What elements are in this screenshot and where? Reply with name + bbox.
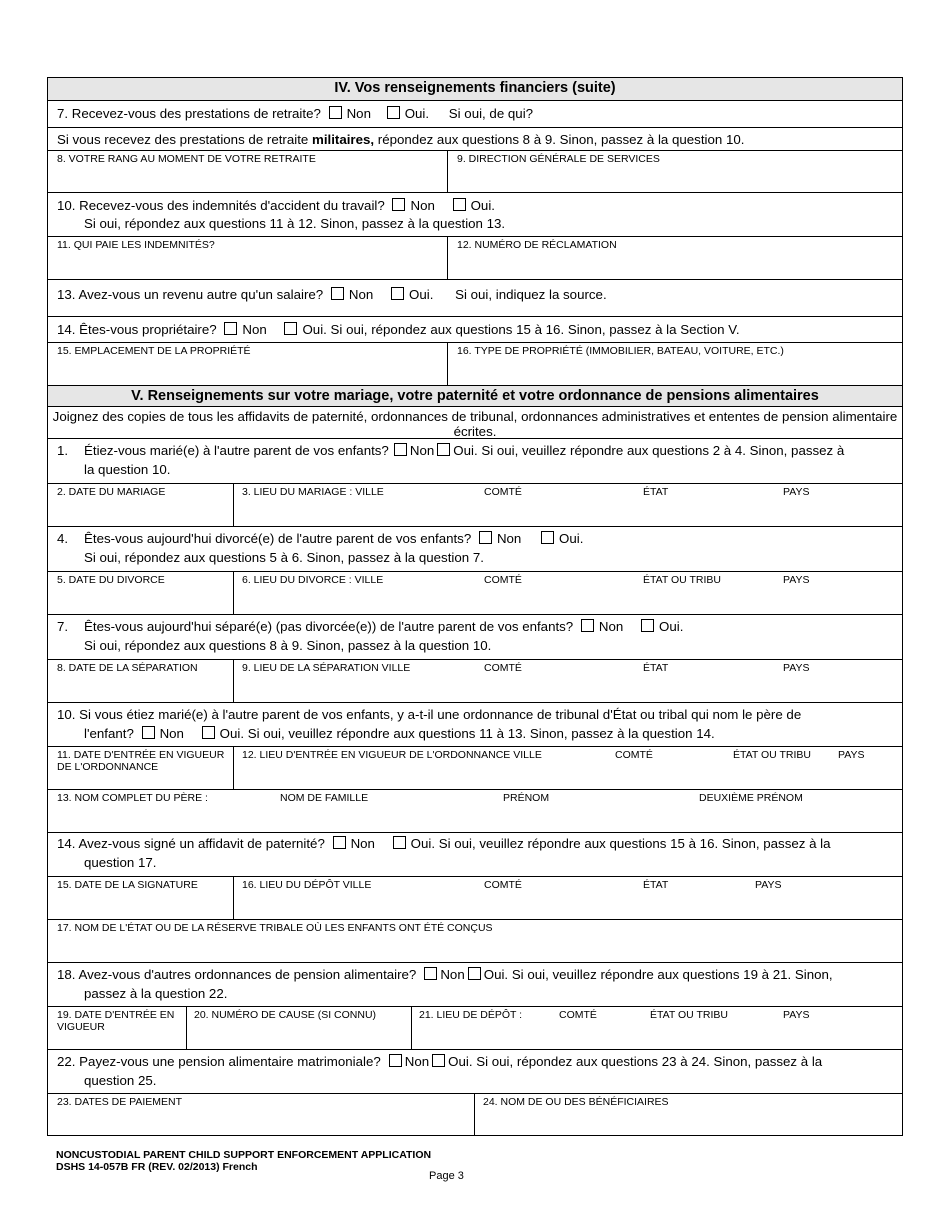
q10-oui-checkbox[interactable] xyxy=(453,198,466,211)
fields-15-16 xyxy=(48,343,902,386)
field-9-service-direction[interactable]: 9. DIRECTION GÉNÉRALE DE SERVICES xyxy=(457,153,660,165)
section-v-title: V. Renseignements sur votre mariage, votre paternité et votre ordonnance de pensions alimentaires xyxy=(131,388,819,404)
field-13-label[interactable]: 13. NOM COMPLET DU PÈRE : xyxy=(57,792,208,804)
q4-oui-checkbox[interactable] xyxy=(541,531,554,544)
question-18-other-orders: 18. Avez-vous d'autres ordonnances de pension alimentaire? Non Oui. Si oui, veuillez répondre aux questions 19 à 21. Sinon, passez à la question 22. xyxy=(48,963,902,1007)
field-6-state-tribe[interactable]: ÉTAT OU TRIBU xyxy=(643,574,721,586)
section-v-intro: Joignez des copies de tous les affidavits de paternité, ordonnances de tribunal, ordonnances administratives et ententes de pension alimentaire écrites. xyxy=(48,407,902,439)
q14-non-checkbox[interactable] xyxy=(224,322,237,335)
form-page xyxy=(47,77,903,1136)
field-16-state[interactable]: ÉTAT xyxy=(643,879,669,891)
q18-non-checkbox[interactable] xyxy=(424,967,437,980)
field-3-state[interactable]: ÉTAT xyxy=(643,486,669,498)
q7-sep-non-checkbox[interactable] xyxy=(581,619,594,632)
section-v-header xyxy=(48,386,902,407)
q13-non-checkbox[interactable] xyxy=(331,287,344,300)
field-12-state-tribe[interactable]: ÉTAT OU TRIBU xyxy=(733,749,811,761)
field-17-label[interactable]: 17. NOM DE L'ÉTAT OU DE LA RÉSERVE TRIBALE OÙ LES ENFANTS ONT ÉTÉ CONÇUS xyxy=(57,922,493,934)
q10-order-non-checkbox[interactable] xyxy=(142,726,155,739)
question-14-affidavit: 14. Avez-vous signé un affidavit de paternité? Non Oui. Si oui, veuillez répondre aux questions 15 à 16. Sinon, passez à la question 17. xyxy=(48,833,902,877)
field-5-divorce-date[interactable]: 5. DATE DU DIVORCE xyxy=(57,574,165,586)
field-8-rank[interactable]: 8. VOTRE RANG AU MOMENT DE VOTRE RETRAITE xyxy=(57,153,316,165)
q13-oui-checkbox[interactable] xyxy=(391,287,404,300)
field-13-middle-name[interactable]: DEUXIÈME PRÉNOM xyxy=(699,792,803,804)
fields-23-24 xyxy=(48,1094,902,1135)
field-15-signature-date[interactable]: 15. DATE DE LA SIGNATURE xyxy=(57,879,198,891)
field-13-father-name xyxy=(48,790,902,833)
q14-oui-checkbox[interactable] xyxy=(284,322,297,335)
field-13-first-name[interactable]: PRÉNOM xyxy=(503,792,550,804)
field-17-conception-state xyxy=(48,920,902,963)
field-16-county[interactable]: COMTÉ xyxy=(484,879,522,891)
fields-8-9-separation xyxy=(48,660,902,703)
field-9-country[interactable]: PAYS xyxy=(783,662,810,674)
field-2-marriage-date[interactable]: 2. DATE DU MARIAGE xyxy=(57,486,166,498)
q7-non-checkbox[interactable] xyxy=(329,106,342,119)
field-21-state-tribe[interactable]: ÉTAT OU TRIBU xyxy=(650,1009,728,1021)
field-6-divorce-city[interactable]: 6. LIEU DU DIVORCE : VILLE xyxy=(242,574,384,586)
question-10-work-accident: 10. Recevez-vous des indemnités d'accident du travail? Non Oui. Si oui, répondez aux questions 11 à 12. Sinon, passez à la question 13. xyxy=(48,193,902,237)
section-iv-header xyxy=(48,78,902,101)
fields-5-6 xyxy=(48,572,902,615)
field-21-county[interactable]: COMTÉ xyxy=(559,1009,597,1021)
fields-11-12 xyxy=(48,237,902,280)
field-12-county[interactable]: COMTÉ xyxy=(615,749,653,761)
q10-non-checkbox[interactable] xyxy=(392,198,405,211)
military-instruction: Si vous recevez des prestations de retraite militaires, répondez aux questions 8 à 9. Sinon, passez à la question 10. xyxy=(48,128,902,151)
question-7-separated: 7. Êtes-vous aujourd'hui séparé(e) (pas divorcée(e)) de l'autre parent de vos enfants? Non Oui. Si oui, répondez aux questions 8 à 9. Sinon, passez à la question 10. xyxy=(48,615,902,660)
field-23-payment-dates[interactable]: 23. DATES DE PAIEMENT xyxy=(57,1096,183,1108)
question-10-court-order: 10. Si vous étiez marié(e) à l'autre parent de vos enfants, y a-t-il une ordonnance de tribunal d'État ou tribal qui nom le père de l'enfant? Non Oui. Si oui, veuillez répondre aux questions 11 à 13. Sinon, passez à la question 14. xyxy=(48,703,902,747)
field-21-country[interactable]: PAYS xyxy=(783,1009,810,1021)
field-13-last-name[interactable]: NOM DE FAMILLE xyxy=(280,792,369,804)
field-9-state[interactable]: ÉTAT xyxy=(643,662,669,674)
fields-8-9 xyxy=(48,151,902,193)
question-1-married: 1. Étiez-vous marié(e) à l'autre parent de vos enfants? Non Oui. Si oui, veuillez répondre aux questions 2 à 4. Sinon, passez à la question 10. xyxy=(48,439,902,484)
q10-order-oui-checkbox[interactable] xyxy=(202,726,215,739)
field-3-country[interactable]: PAYS xyxy=(783,486,810,498)
field-3-marriage-city[interactable]: 3. LIEU DU MARIAGE : VILLE xyxy=(242,486,384,498)
section-iv-title: IV. Vos renseignements financiers (suite) xyxy=(334,80,616,96)
footer-form-title: NONCUSTODIAL PARENT CHILD SUPPORT ENFORCEMENT APPLICATION xyxy=(56,1149,432,1161)
q14-affidavit-oui-checkbox[interactable] xyxy=(393,836,406,849)
fields-2-3 xyxy=(48,484,902,527)
field-19-effective-date[interactable]: 19. DATE D'ENTRÉE EN VIGUEUR xyxy=(57,1009,175,1033)
q4-non-checkbox[interactable] xyxy=(479,531,492,544)
field-8-separation-date[interactable]: 8. DATE DE LA SÉPARATION xyxy=(57,662,198,674)
field-16-filing-city[interactable]: 16. LIEU DU DÉPÔT VILLE xyxy=(242,879,372,891)
question-22-alimony: 22. Payez-vous une pension alimentaire matrimoniale? Non Oui. Si oui, répondez aux questions 23 à 24. Sinon, passez à la question 25. xyxy=(48,1050,902,1094)
question-13-other-income: 13. Avez-vous un revenu autre qu'un salaire? Non Oui. Si oui, indiquez la source. xyxy=(48,280,902,317)
q22-non-checkbox[interactable] xyxy=(389,1054,402,1067)
q1-non-checkbox[interactable] xyxy=(394,443,407,456)
field-11-who-pays[interactable]: 11. QUI PAIE LES INDEMNITÉS? xyxy=(57,239,215,251)
q22-oui-checkbox[interactable] xyxy=(432,1054,445,1067)
fields-15-16-signature xyxy=(48,877,902,920)
question-14-owner: 14. Êtes-vous propriétaire? Non Oui. Si oui, répondez aux questions 15 à 16. Sinon, passez à la Section V. xyxy=(48,317,902,343)
field-24-beneficiaries[interactable]: 24. NOM DE OU DES BÉNÉFICIAIRES xyxy=(483,1096,669,1108)
q18-oui-checkbox[interactable] xyxy=(468,967,481,980)
field-9-separation-city[interactable]: 9. LIEU DE LA SÉPARATION VILLE xyxy=(242,662,411,674)
q7-oui-checkbox[interactable] xyxy=(387,106,400,119)
question-7-retirement: 7. Recevez-vous des prestations de retraite? Non Oui. Si oui, de qui? xyxy=(48,101,902,128)
field-21-filing-place[interactable]: 21. LIEU DE DÉPÔT : xyxy=(419,1009,523,1021)
field-3-county[interactable]: COMTÉ xyxy=(484,486,522,498)
fields-11-12-order xyxy=(48,747,902,790)
page-number: Page 3 xyxy=(429,1170,464,1182)
q14-affidavit-non-checkbox[interactable] xyxy=(333,836,346,849)
fields-19-21 xyxy=(48,1007,902,1050)
field-16-country[interactable]: PAYS xyxy=(755,879,782,891)
field-12-claim-number[interactable]: 12. NUMÉRO DE RÉCLAMATION xyxy=(457,239,617,251)
field-6-country[interactable]: PAYS xyxy=(783,574,810,586)
field-9-county[interactable]: COMTÉ xyxy=(484,662,522,674)
field-11-order-date[interactable]: 11. DATE D'ENTRÉE EN VIGUEUR DE L'ORDONNANCE xyxy=(57,749,225,773)
footer-form-number: DSHS 14-057B FR (REV. 02/2013) French xyxy=(56,1161,258,1173)
field-6-county[interactable]: COMTÉ xyxy=(484,574,522,586)
field-12-country[interactable]: PAYS xyxy=(838,749,865,761)
field-12-order-city[interactable]: 12. LIEU D'ENTRÉE EN VIGUEUR DE L'ORDONNANCE VILLE xyxy=(242,749,542,761)
field-16-property-type[interactable]: 16. TYPE DE PROPRIÉTÉ (IMMOBILIER, BATEAU, VOITURE, ETC.) xyxy=(457,345,784,357)
question-4-divorced: 4. Êtes-vous aujourd'hui divorcé(e) de l'autre parent de vos enfants? Non Oui. Si oui, répondez aux questions 5 à 6. Sinon, passez à la question 7. xyxy=(48,527,902,572)
field-20-case-number[interactable]: 20. NUMÉRO DE CAUSE (SI CONNU) xyxy=(194,1009,377,1021)
field-15-property-location[interactable]: 15. EMPLACEMENT DE LA PROPRIÉTÉ xyxy=(57,345,251,357)
q1-oui-checkbox[interactable] xyxy=(437,443,450,456)
q7-sep-oui-checkbox[interactable] xyxy=(641,619,654,632)
